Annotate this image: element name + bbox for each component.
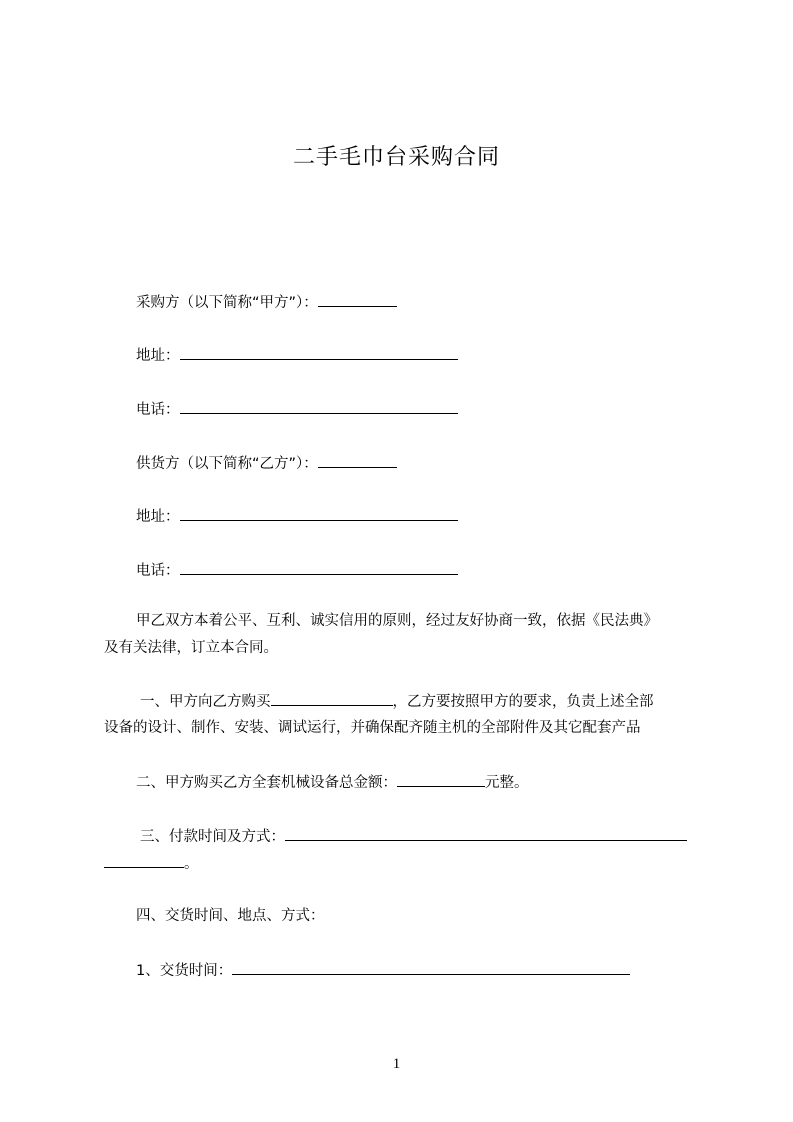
- supplier-address-label: 地址：: [136, 509, 180, 525]
- clause3-blank-cont[interactable]: [104, 854, 184, 868]
- intro-line-2: 及有关法律，订立本合同。: [104, 640, 278, 656]
- clause3-end: 。: [184, 856, 199, 872]
- buyer-address-line: [136, 346, 458, 365]
- buyer-phone-line: [136, 400, 458, 419]
- clause4-heading: 四、交货时间、地点、方式：: [136, 908, 325, 924]
- buyer-address-label: 地址：: [136, 348, 180, 364]
- supplier-phone-label: 电话：: [136, 563, 180, 579]
- supplier-address-blank[interactable]: [180, 507, 458, 521]
- buyer-address-blank[interactable]: [180, 346, 458, 360]
- clause3-blank[interactable]: [285, 827, 687, 841]
- delivery-time-blank[interactable]: [232, 961, 630, 975]
- clause2-suffix: 元整。: [485, 775, 529, 791]
- supplier-label: 供货方（以下简称“乙方”）：: [136, 456, 318, 472]
- buyer-phone-label: 电话：: [136, 402, 180, 418]
- clause4-item1-label: 1、交货时间：: [136, 963, 233, 979]
- buyer-label: 采购方（以下简称“甲方”）：: [136, 295, 318, 311]
- supplier-line: [136, 454, 397, 473]
- clause4-item1-line: [136, 961, 630, 980]
- clause1-suffix: ，乙方要按照甲方的要求，负责上述全部: [392, 694, 654, 710]
- supplier-blank[interactable]: [318, 454, 397, 468]
- clause1-blank[interactable]: [271, 692, 393, 706]
- clause3-prefix: 三、付款时间及方式：: [140, 829, 285, 845]
- clause2-line: [136, 773, 529, 792]
- supplier-address-line: [136, 507, 458, 526]
- clause3-line-1: [140, 827, 687, 846]
- clause3-line-2: [104, 854, 199, 873]
- buyer-line: [136, 293, 397, 312]
- page-number: 1: [392, 1056, 401, 1072]
- buyer-blank[interactable]: [318, 293, 397, 307]
- clause2-blank[interactable]: [397, 773, 485, 787]
- contract-title: 二手毛巾台采购合同: [292, 145, 500, 170]
- supplier-phone-blank[interactable]: [180, 561, 458, 575]
- clause1-line-1: [140, 692, 654, 711]
- clause2-prefix: 二、甲方购买乙方全套机械设备总金额：: [136, 775, 397, 791]
- clause1-prefix: 一、甲方向乙方购买: [140, 694, 271, 710]
- clause1-line-2: 设备的设计、制作、安装、调试运行，并确保配齐随主机的全部附件及其它配套产品: [104, 720, 641, 736]
- buyer-phone-blank[interactable]: [180, 400, 458, 414]
- supplier-phone-line: [136, 561, 458, 580]
- intro-line-1: 甲乙双方本着公平、互利、诚实信用的原则，经过友好协商一致，依据《民法典》: [136, 613, 658, 629]
